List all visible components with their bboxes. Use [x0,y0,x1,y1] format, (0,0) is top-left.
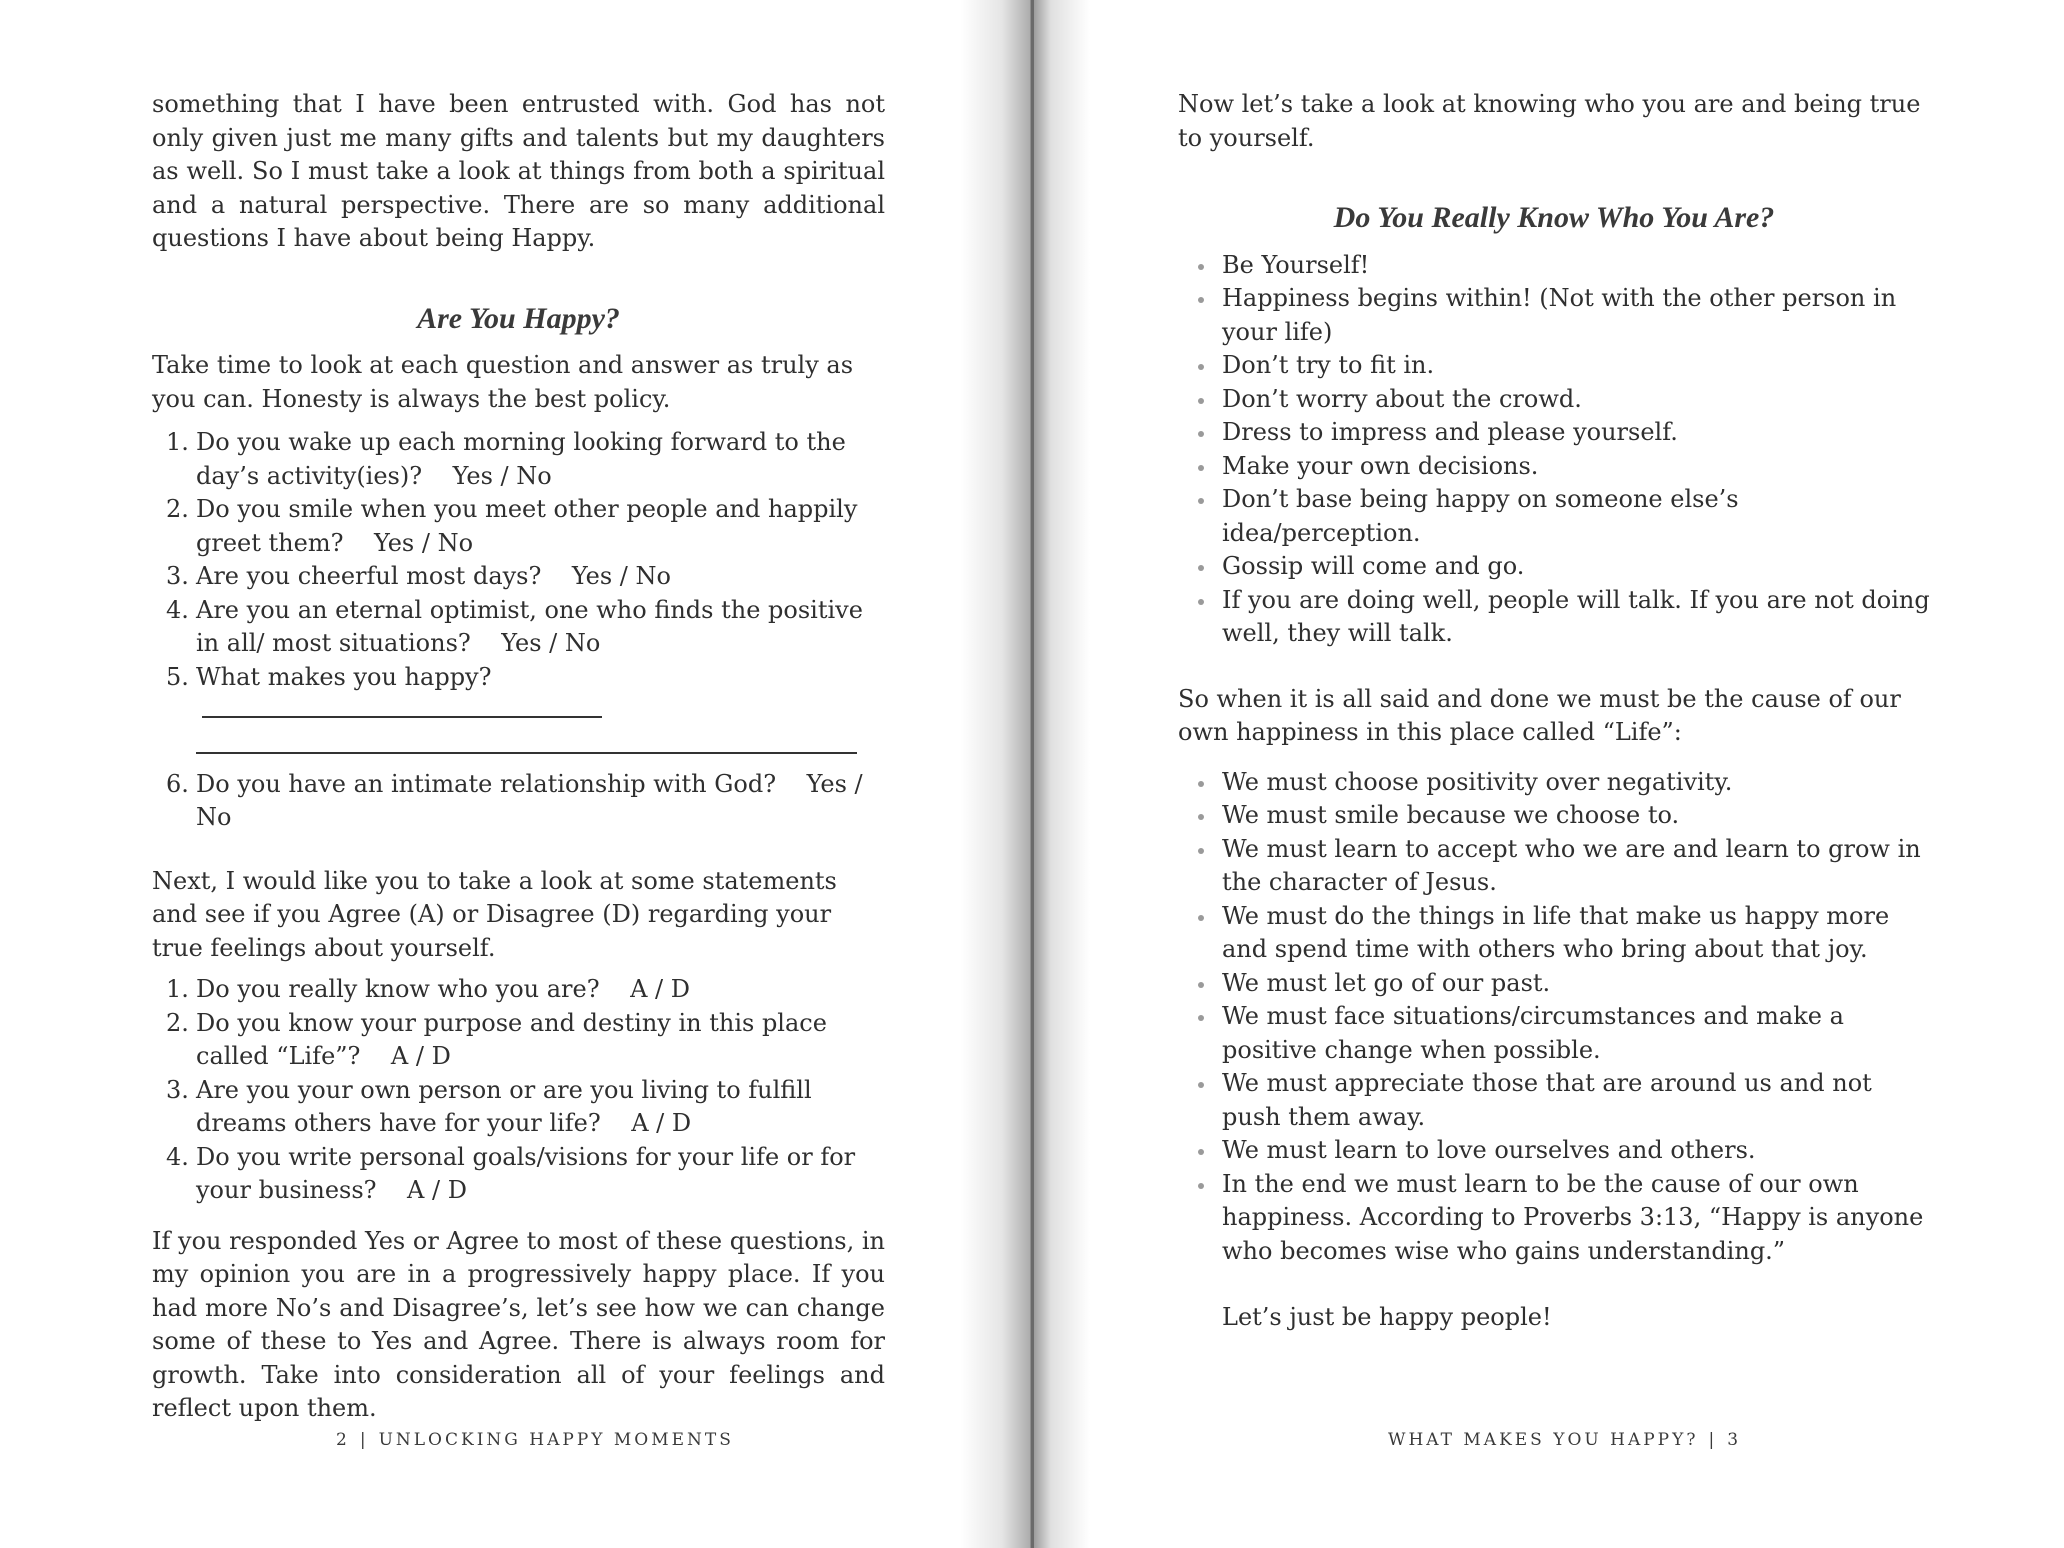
running-title: UNLOCKING HAPPY MOMENTS [378,1430,734,1450]
question-item: 3. Are you cheerful most days? Yes / No [166,562,671,590]
statement-text: Do you know your purpose and destiny in this place called “Life”? A / D [196,1008,827,1070]
bullet-icon [1198,465,1204,471]
right-page-footer: WHAT MAKES YOU HAPPY? | 3 [1388,1430,1742,1450]
closing-line: Let’s just be happy people! [1222,1303,1552,1331]
question-item: 4. Are you an eternal optimist, one who finds the positive in all/ most situations? Yes / No [166,595,863,657]
be-yourself-bullet-list [1178,249,1930,651]
bullet-item: In the end we must learn to be the cause of our own happiness. According to Proverbs 3:13, “Happy is anyone who becomes wise who gains understanding.” [1222,1168,1930,1269]
bullet-icon [1198,1015,1204,1021]
bullet-item: Gossip will come and go. [1222,550,1930,584]
bullet-item: We must let go of our past. [1222,967,1930,1001]
spine-shadow [960,0,1030,1548]
statement-text: Are you your own person or are you living to fulfill dreams others have for your life? A / D [196,1075,812,1137]
question-text: Are you cheerful most days? Yes / No [196,562,671,590]
conclusion-paragraph: If you responded Yes or Agree to most of these questions, in my opinion you are in a progressively happy place. If you had more No’s and Disagree’s, let’s see how we can change some of these to Yes and Agree. There is always room for growth. Take into consideration all of your feelings and reflect upon them. [152,1226,885,1422]
question-item: 1. Do you wake up each morning looking forward to the day’s activity(ies)? Yes / No [166,428,846,490]
bullet-icon [1198,498,1204,504]
statement-text: Do you really know who you are? A / D [196,975,691,1003]
we-must-bullet-list [1178,766,1930,1269]
statements-list [152,973,885,1208]
bullet-icon [1198,431,1204,437]
statement-item: 1. Do you really know who you are? A / D [166,975,691,1003]
answer-blank-line [202,716,602,718]
question-text: Do you have an intimate relationship with God? Yes / No [196,769,863,831]
bullet-icon [1198,599,1204,605]
bullet-item: We must do the things in life that make us happy more and spend time with others who bring about that joy. [1222,900,1930,967]
bullet-icon [1198,398,1204,404]
question-text: Do you smile when you meet other people and happily greet them? Yes / No [196,495,858,557]
bullet-item: We must choose positivity over negativity. [1222,766,1930,800]
running-title: WHAT MAKES YOU HAPPY? [1388,1430,1699,1450]
bullet-item: Happiness begins within! (Not with the other person in your life) [1222,282,1930,349]
question-text: Are you an eternal optimist, one who finds the positive in all/ most situations? Yes / No [196,595,863,657]
bullet-item: We must smile because we choose to. [1222,799,1930,833]
question-text: What makes you happy? [196,662,492,691]
bullet-item: Don’t worry about the crowd. [1222,383,1930,417]
right-page-content [1178,88,1930,1335]
instructions-paragraph: Take time to look at each question and answer as truly as you can. Honesty is always the best policy. [152,351,854,413]
bullet-icon [1198,1149,1204,1155]
section-heading-know-who-you-are: Do You Really Know Who You Are? [1333,201,1775,234]
bullet-item: We must learn to love ourselves and others. [1222,1134,1930,1168]
statement-item: 2. Do you know your purpose and destiny in this place called “Life”? A / D [166,1008,827,1070]
page-number: 2 [336,1430,350,1450]
bullet-icon [1198,982,1204,988]
bullet-icon [1198,781,1204,787]
bullet-icon [1198,814,1204,820]
bullet-icon [1198,915,1204,921]
bullet-icon [1198,565,1204,571]
bullet-icon [1198,297,1204,303]
bullet-item: Dress to impress and please yourself. [1222,416,1930,450]
bullet-item: Don’t base being happy on someone else’s idea/perception. [1222,483,1930,550]
happiness-questions-list-cont [152,768,885,835]
bullet-icon [1198,1082,1204,1088]
right-intro-paragraph: Now let’s take a look at knowing who you are and being true to yourself. [1178,90,1921,152]
statements-intro-paragraph: Next, I would like you to take a look at some statements and see if you Agree (A) or Disagree (D) regarding your true feelings about yourself. [152,866,837,962]
bullet-item: We must appreciate those that are around us and not push them away. [1222,1067,1930,1134]
section-heading-are-you-happy: Are You Happy? [417,301,620,335]
bullet-item: If you are doing well, people will talk. If you are not doing well, they will talk. [1222,584,1930,651]
bullet-item: Don’t try to fit in. [1222,349,1930,383]
answer-blank-line-2 [196,752,857,754]
spine-shadow-right [1030,0,1090,1548]
bullet-item: Make your own decisions. [1222,450,1930,484]
statement-text: Do you write personal goals/visions for your life or for your business? A / D [196,1142,856,1204]
middle-paragraph: So when it is all said and done we must be the cause of our own happiness in this place called “Life”: [1178,684,1901,746]
page-number: 3 [1727,1430,1742,1450]
happiness-questions-list [152,426,885,728]
bullet-item: We must face situations/circumstances and make a positive change when possible. [1222,1000,1930,1067]
bullet-icon [1198,264,1204,270]
left-page-footer: 2 | UNLOCKING HAPPY MOMENTS [336,1430,734,1450]
question-item: 5. What makes you happy? [196,661,885,728]
statement-item: 3. Are you your own person or are you living to fulfill dreams others have for your life? A / D [166,1075,812,1137]
intro-paragraph: something that I have been entrusted with. God has not only given just me many gifts and talents but my daughters as well. So I must take a look at things from both a spiritual and a natural perspective. There are so many additional questions I have about being Happy. [152,90,885,252]
bullet-icon [1198,848,1204,854]
bullet-item: Be Yourself! [1222,249,1930,283]
bullet-item: We must learn to accept who we are and learn to grow in the character of Jesus. [1222,833,1930,900]
question-text: Do you wake up each morning looking forward to the day’s activity(ies)? Yes / No [196,428,846,490]
bullet-icon [1198,364,1204,370]
bullet-icon [1198,1183,1204,1189]
left-page-content [152,88,885,1426]
statement-item: 4. Do you write personal goals/visions for your life or for your business? A / D [166,1142,856,1204]
book-spine [1031,0,1034,1548]
question-item: 2. Do you smile when you meet other people and happily greet them? Yes / No [166,495,858,557]
question-item: 6. Do you have an intimate relationship with God? Yes / No [166,769,863,831]
